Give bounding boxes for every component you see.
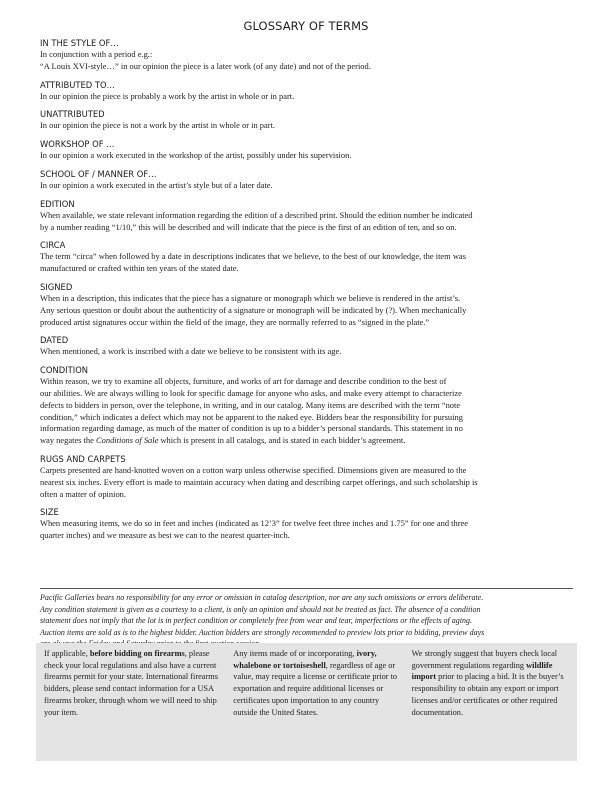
term-definition — [40, 518, 574, 542]
ivory-notice-bold: ivory, whalebone or tortoiseshell — [233, 649, 377, 670]
term-definition — [40, 180, 574, 192]
definition-line: quarter inches) and we measure as best we can to the nearest quarter-inch. — [40, 530, 290, 541]
term-heading: IN THE STYLE OF… — [40, 38, 119, 48]
glossary-term — [40, 334, 574, 358]
definition-line: When measuring items, we do so in feet and inches (indicated as 12’3” for twelve feet three inches and 1.75” for one and three — [40, 518, 469, 529]
definition-line: In our opinion a work executed in the workshop of the artist, possibly under his supervision. — [40, 150, 352, 161]
term-heading: DATED — [40, 335, 69, 346]
wildlife-notice-after: prior to placing a bid. It is the buyer’s responsibility to obtain any export or import licenses and/or certificates or other required documentation. — [411, 672, 564, 717]
term-heading: UNATTRIBUTED — [40, 109, 105, 120]
wildlife-notice-before: We strongly suggest that buyers check local government regulations regarding — [411, 649, 558, 670]
definition-line: When in a description, this indicates that the piece has a signature or monograph which we believe is rendered in the artist’s. — [40, 292, 461, 303]
firearms-notice-after: , please check your local regulations and also have a current firearms permit for your state. International firearms bidders, please send contact information for a USA firearms broker, through whom we will need to ship your item. — [44, 649, 218, 717]
term-heading: EDITION — [40, 198, 75, 209]
glossary-term — [40, 108, 574, 132]
definition-line: Within reason, we try to examine all objects, furniture, and works of art for damage and describe condition to the best of — [40, 376, 447, 387]
glossary-term — [40, 198, 574, 234]
term-heading: RUGS AND CARPETS — [40, 453, 126, 464]
term-definition — [40, 293, 574, 328]
term-heading: SCHOOL OF / MANNER OF… — [40, 168, 157, 179]
ivory-notice — [226, 648, 403, 761]
definition-line: In our opinion a work executed in the artist’s style but of a later date. — [40, 179, 273, 190]
term-definition — [40, 465, 574, 500]
term-heading: SIZE — [40, 507, 59, 518]
disclaimer-line: Any condition statement is given as a courtesy to a client, is only an opinion and should not be treated as fact. The absence of a condition — [40, 604, 481, 614]
definition-line: defects to bidders in person, over the telephone, in writing, and in our catalog. Many items are described with the term “note — [40, 399, 461, 410]
notice-box — [36, 643, 577, 761]
term-definition — [40, 49, 574, 73]
glossary-term — [40, 239, 574, 275]
definition-line: Any serious question or doubt about the authenticity of a signature or monograph will be indicated by (?). When mechanically — [40, 304, 467, 315]
definition-line: When available, we state relevant information regarding the edition of a described print. Should the edition number be indicated — [40, 209, 473, 220]
definition-line: In conjunction with a period e.g.: — [40, 49, 153, 59]
definition-line: When mentioned, a work is inscribed with a date we believe to be consistent with its age. — [40, 346, 342, 357]
term-definition — [40, 210, 574, 234]
glossary-term — [40, 453, 574, 500]
ivory-notice-after: , regardless of age or value, may require a license or certificate prior to exportation and require additional licenses or certificates upon importation to any country outside the United States. — [233, 660, 398, 717]
glossary-term — [40, 79, 574, 103]
term-heading: WORKSHOP OF … — [40, 139, 115, 150]
glossary-term — [40, 506, 574, 542]
glossary-term — [40, 37, 574, 73]
divider — [40, 588, 573, 589]
definition-line: produced artist signatures occur within the field of the image, they are normally referred to as “signed in the plate.” — [40, 316, 430, 327]
disclaimer-line: Auction items are sold as is to the highest bidder. Auction bidders are strongly recommended to preview lots prior to bidding, preview days — [40, 627, 485, 637]
glossary-terms — [40, 37, 574, 548]
term-definition — [40, 346, 574, 358]
disclaimer-line: statement does not imply that the lot is in perfect condition or completely free from wear and tear, imperfections or the effects of aging. — [40, 616, 473, 626]
term-definition — [40, 251, 574, 275]
term-heading: SIGNED — [40, 281, 73, 292]
definition-line: information regarding damage, as much of the matter of condition is up to a bidder’s personal standards. This statement in no — [40, 423, 463, 434]
term-heading: CONDITION — [40, 365, 89, 376]
glossary-term — [40, 138, 574, 162]
firearms-notice-bold: before bidding on firearms — [89, 649, 185, 658]
term-heading: CIRCA — [40, 240, 66, 251]
definition-line — [40, 435, 574, 447]
definition-line: by a number reading “1/10,” this will be described and will indicate that the piece is the first of an edition of ten, and so on. — [40, 221, 457, 232]
firearms-notice-before: If applicable, — [44, 649, 90, 658]
wildlife-notice — [404, 648, 569, 761]
definition-line: often a matter of opinion. — [40, 488, 126, 499]
definition-line: nearest six inches. Every effort is made to maintain accuracy when dating and describing carpet offerings, and such scholarship is — [40, 476, 478, 487]
wildlife-notice-bold: wildlife import — [411, 660, 553, 682]
page-title: GLOSSARY OF TERMS — [243, 19, 369, 33]
term-definition — [40, 376, 574, 447]
term-heading: ATTRIBUTED TO… — [40, 79, 115, 90]
term-definition — [40, 150, 574, 162]
glossary-term — [40, 364, 574, 447]
ivory-notice-before: Any items made of or incorporating, — [233, 649, 357, 658]
firearms-notice — [44, 648, 226, 761]
definition-line: condition,” which indicates a defect which may not be apparent to the naked eye. Bidders bear the responsibility for pursuing — [40, 411, 463, 422]
definition-line: our abilities. We are always willing to look for specific damage for anyone who asks, and make every attempt to characterize — [40, 387, 462, 398]
term-definition — [40, 120, 574, 132]
conditions-of-sale-text: Conditions of Sale — [96, 435, 159, 446]
disclaimer-line: Pacific Galleries bears no responsibility for any error or omission in catalog description, nor are any such omissions or errors deliberate. — [40, 593, 484, 602]
definition-line: In our opinion the piece is probably a work by the artist in whole or in part. — [40, 90, 295, 101]
term-definition — [40, 91, 574, 103]
definition-line: The term “circa” when followed by a date in descriptions indicates that we believe, to the best of our knowledge, the item was — [40, 251, 466, 262]
definition-line-start: way negates the — [40, 435, 96, 446]
disclaimer — [40, 592, 574, 650]
definition-line: Carpets presented are hand-knotted woven on a cotton warp unless otherwise specified. Dimensions given are measured to the — [40, 464, 467, 475]
definition-line: manufactured or crafted within ten years of the stated date. — [40, 263, 239, 274]
definition-line: “A Louis XVI-style…” in our opinion the piece is a later work (of any date) and not of the period. — [40, 60, 371, 71]
glossary-term — [40, 168, 574, 192]
glossary-term — [40, 281, 574, 328]
definition-line: In our opinion the piece is not a work by the artist in whole or in part. — [40, 120, 276, 131]
definition-line-end: which is present in all catalogs, and is stated in each bidder’s agreement. — [158, 435, 406, 446]
